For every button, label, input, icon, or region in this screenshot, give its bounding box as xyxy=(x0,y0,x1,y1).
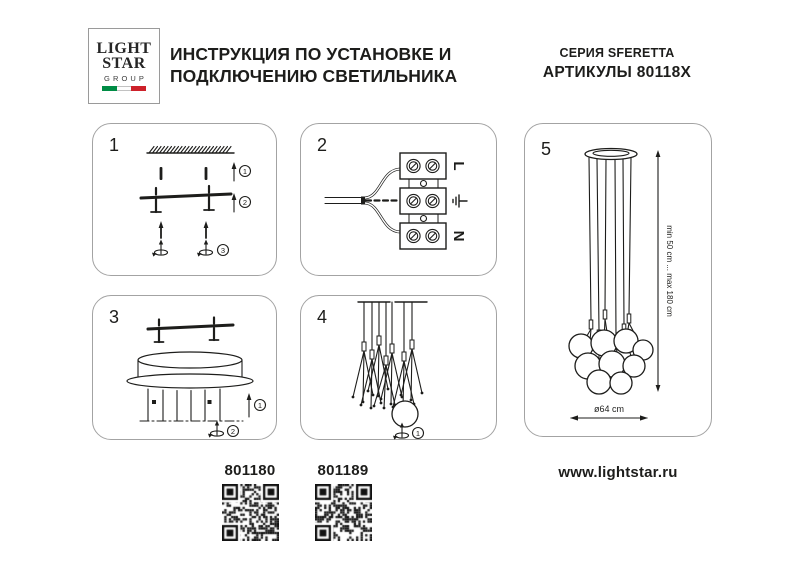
panel-step-4 xyxy=(300,295,497,440)
mounting-bracket xyxy=(148,325,233,329)
series-label: СЕРИЯ SFERETTA xyxy=(559,46,675,60)
wall-plug-icon xyxy=(160,167,163,180)
diagram-wiring xyxy=(301,124,498,277)
terminal-block-earth xyxy=(400,188,446,214)
diagram-ceiling-mounting xyxy=(93,124,278,277)
callout-1 xyxy=(255,400,266,411)
earth-symbol-icon xyxy=(453,195,467,207)
panel-4-number: 4 xyxy=(317,307,328,327)
wire-live xyxy=(365,169,400,198)
canopy-top xyxy=(138,352,242,368)
pendant-wires xyxy=(148,389,220,421)
svg-text:1: 1 xyxy=(415,428,421,438)
page-title-line1: ИНСТРУКЦИЯ ПО УСТАНОВКЕ И xyxy=(170,44,452,64)
screwdriver-turn-icon xyxy=(208,421,224,438)
logo-word-light: LIGHT xyxy=(96,40,152,58)
canopy-flange xyxy=(127,374,253,388)
panel-step-5 xyxy=(524,123,712,437)
callout-1 xyxy=(240,166,251,177)
page-title-line2: ПОДКЛЮЧЕНИЮ СВЕТИЛЬНИКА xyxy=(170,66,458,86)
italian-flag-icon xyxy=(102,86,146,91)
svg-text:1: 1 xyxy=(257,400,263,410)
cord-stop xyxy=(152,400,156,404)
website-url: www.lightstar.ru xyxy=(558,464,678,481)
diagram-final-view xyxy=(525,124,713,438)
panel-step-3 xyxy=(92,295,277,440)
screwdriver-turn-icon xyxy=(152,240,168,257)
svg-text:2: 2 xyxy=(230,426,236,436)
article-number-2: 801189 xyxy=(317,462,369,479)
panel-step-2 xyxy=(300,123,497,276)
label-live: L xyxy=(450,161,467,171)
label-neutral: N xyxy=(450,230,467,242)
panel-5-number: 5 xyxy=(541,139,552,159)
panel-2-number: 2 xyxy=(317,135,328,155)
header-product-info xyxy=(538,46,696,82)
callout-3 xyxy=(218,245,229,256)
height-dimension xyxy=(656,150,674,392)
articles-label: АРТИКУЛЫ 80118X xyxy=(542,64,692,81)
diameter-dimension-label: ø64 cm xyxy=(593,404,625,414)
panel-1-number: 1 xyxy=(109,135,120,155)
article-number-1: 801180 xyxy=(224,462,276,479)
wire-spiders xyxy=(352,302,424,409)
wire-neutral xyxy=(365,203,400,232)
qr-code-2 xyxy=(315,484,372,541)
callout-2 xyxy=(240,197,251,208)
svg-text:1: 1 xyxy=(242,166,248,176)
callout-1 xyxy=(413,428,424,439)
glass-ball xyxy=(392,401,418,427)
ceiling-hatch xyxy=(149,147,231,154)
qr-code-1 xyxy=(222,484,279,541)
glass-ball-cluster xyxy=(569,329,653,394)
logo-word-group: GROUP xyxy=(104,74,148,84)
height-dimension-label: min 50 cm ... max 180 cm xyxy=(665,225,674,317)
diagram-ball-assembly xyxy=(301,296,498,441)
terminal-block-live xyxy=(400,153,446,179)
diameter-dimension xyxy=(570,404,648,421)
lightstar-logo xyxy=(88,28,160,104)
screwdriver-turn-icon xyxy=(197,240,213,257)
diagram-canopy-mounting xyxy=(93,296,278,441)
cable-wrap xyxy=(361,197,366,205)
cord-stop xyxy=(208,400,212,404)
wall-plug-icon xyxy=(205,167,208,180)
svg-text:2: 2 xyxy=(242,197,248,207)
terminal-block-neutral xyxy=(400,223,446,249)
panel-step-1 xyxy=(92,123,277,276)
mounting-bracket xyxy=(141,194,231,198)
svg-text:3: 3 xyxy=(220,245,226,255)
page-title xyxy=(170,43,570,87)
callout-2 xyxy=(228,426,239,437)
panel-3-number: 3 xyxy=(109,307,120,327)
logo-word-star: STAR xyxy=(102,55,146,73)
